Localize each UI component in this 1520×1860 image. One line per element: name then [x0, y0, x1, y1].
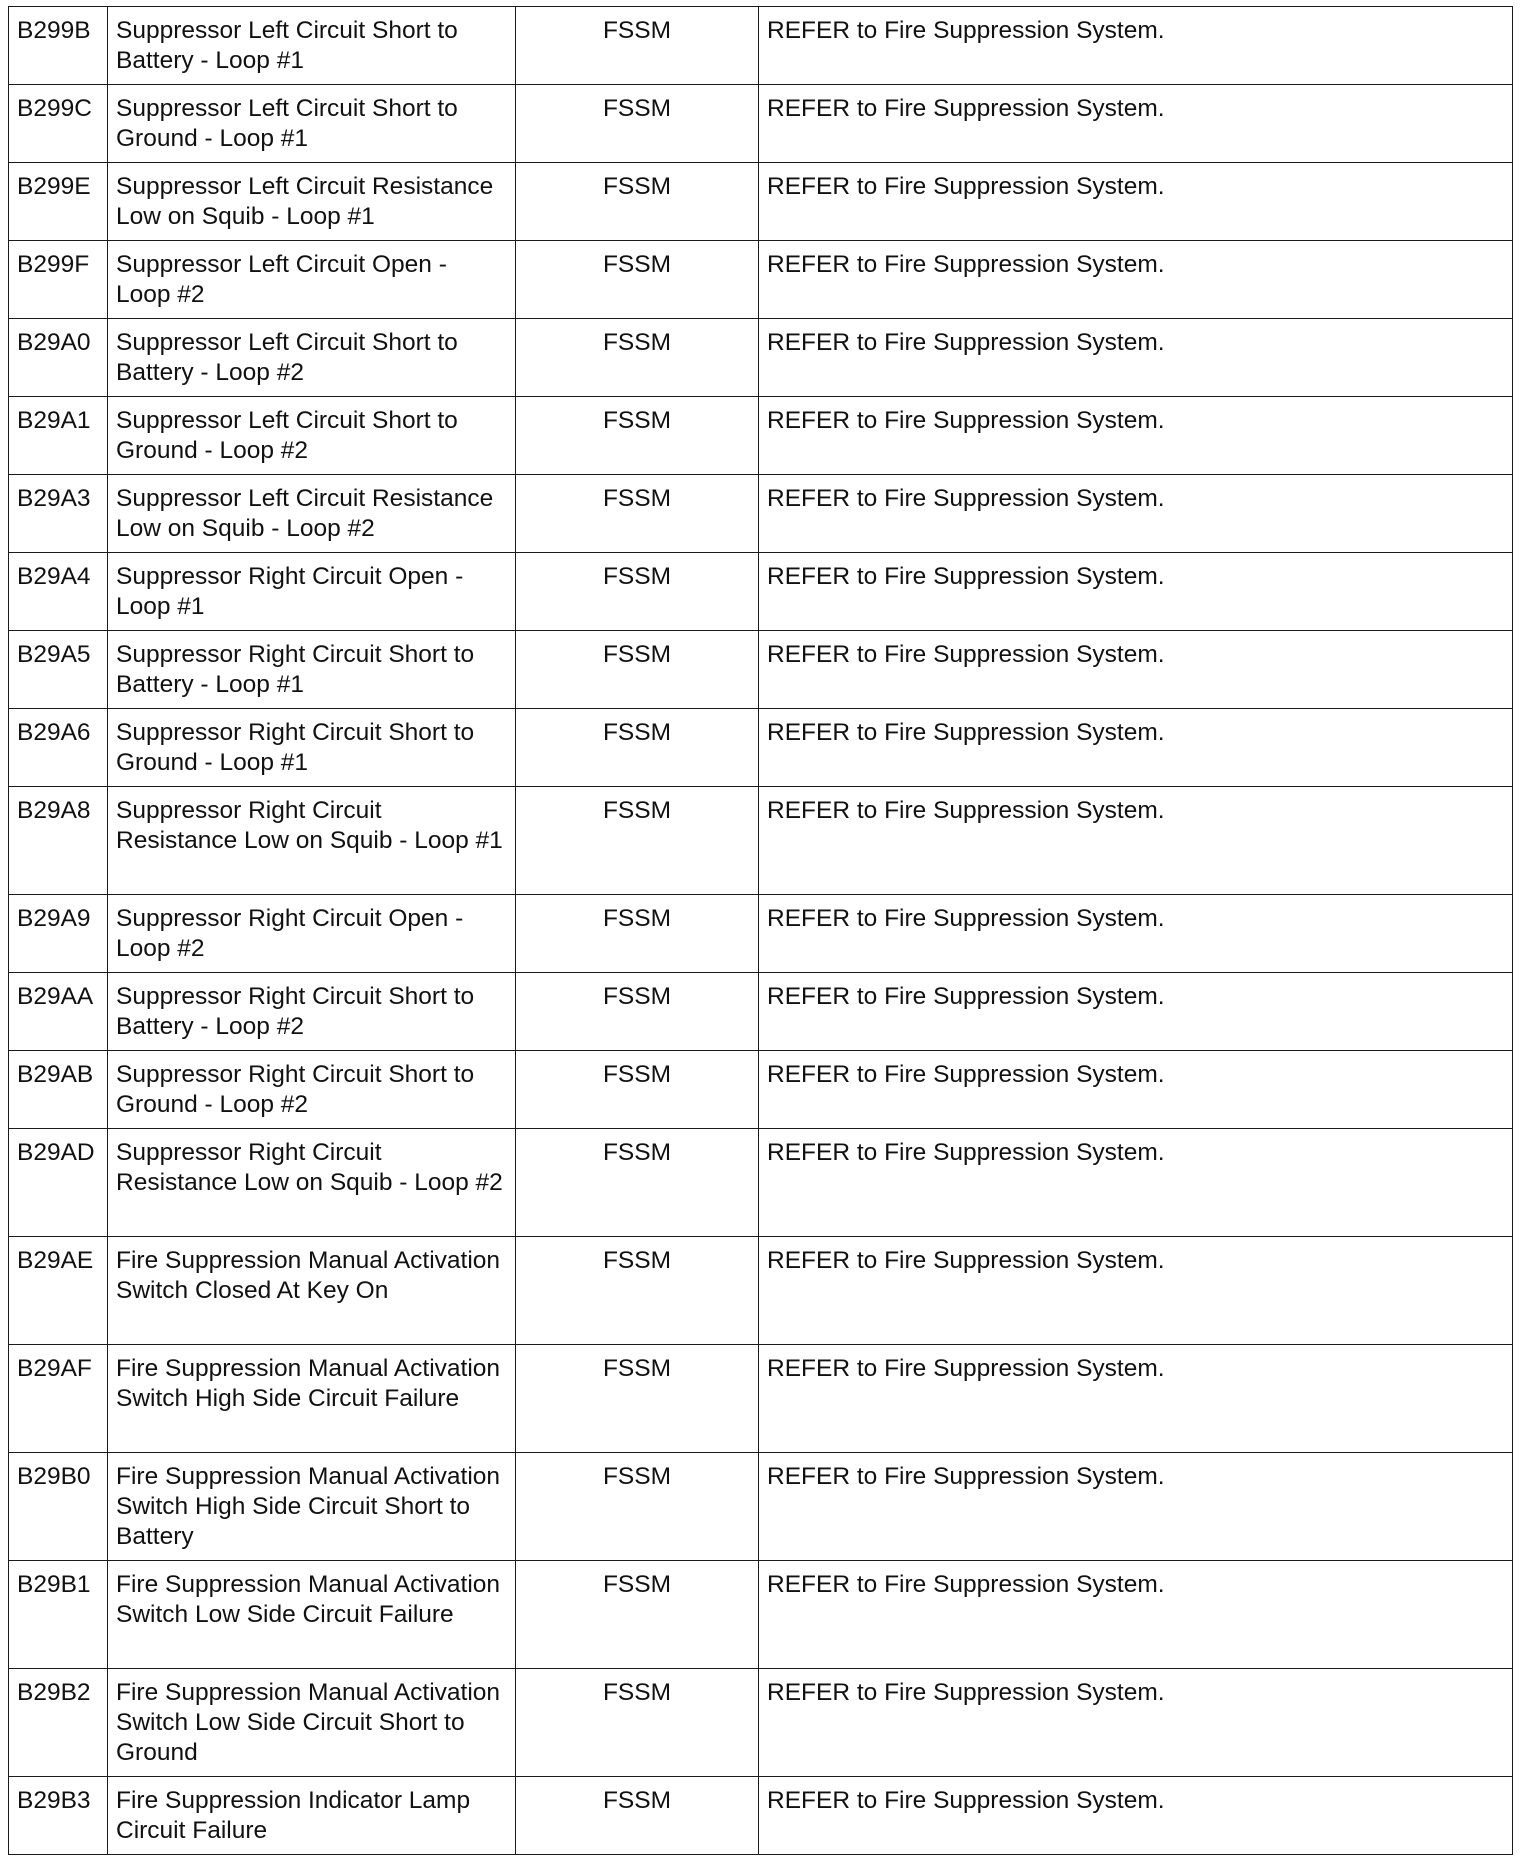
table-row	[9, 895, 1513, 973]
dtc-code: B29A1	[9, 397, 108, 475]
dtc-description: Suppressor Right Circuit Short to Ground - Loop #2	[108, 1051, 516, 1129]
dtc-description: Suppressor Left Circuit Open - Loop #2	[108, 241, 516, 319]
dtc-description: Suppressor Left Circuit Short to Battery - Loop #2	[108, 319, 516, 397]
dtc-module: FSSM	[516, 1237, 759, 1345]
dtc-description: Suppressor Left Circuit Short to Ground - Loop #1	[108, 85, 516, 163]
dtc-code: B29AA	[9, 973, 108, 1051]
dtc-code: B29A6	[9, 709, 108, 787]
dtc-module: FSSM	[516, 85, 759, 163]
dtc-module: FSSM	[516, 787, 759, 895]
dtc-module: FSSM	[516, 397, 759, 475]
dtc-action: REFER to Fire Suppression System.	[759, 787, 1513, 895]
dtc-code: B29A9	[9, 895, 108, 973]
dtc-action: REFER to Fire Suppression System.	[759, 241, 1513, 319]
dtc-module: FSSM	[516, 1345, 759, 1453]
dtc-action: REFER to Fire Suppression System.	[759, 1669, 1513, 1777]
table-row	[9, 475, 1513, 553]
dtc-action: REFER to Fire Suppression System.	[759, 631, 1513, 709]
table-row	[9, 553, 1513, 631]
table-row	[9, 973, 1513, 1051]
dtc-module: FSSM	[516, 973, 759, 1051]
dtc-action: REFER to Fire Suppression System.	[759, 319, 1513, 397]
dtc-code: B29A4	[9, 553, 108, 631]
dtc-action: REFER to Fire Suppression System.	[759, 85, 1513, 163]
table-row	[9, 1237, 1513, 1345]
dtc-description: Suppressor Right Circuit Resistance Low on Squib - Loop #2	[108, 1129, 516, 1237]
dtc-description: Fire Suppression Manual Activation Switch Low Side Circuit Short to Ground	[108, 1669, 516, 1777]
dtc-module: FSSM	[516, 1561, 759, 1669]
table-row	[9, 7, 1513, 85]
dtc-description: Fire Suppression Manual Activation Switch Low Side Circuit Failure	[108, 1561, 516, 1669]
dtc-code: B299F	[9, 241, 108, 319]
table-row	[9, 241, 1513, 319]
dtc-description: Suppressor Right Circuit Resistance Low on Squib - Loop #1	[108, 787, 516, 895]
dtc-module: FSSM	[516, 319, 759, 397]
dtc-code: B29AB	[9, 1051, 108, 1129]
dtc-description: Suppressor Left Circuit Resistance Low on Squib - Loop #2	[108, 475, 516, 553]
dtc-description: Suppressor Left Circuit Short to Ground - Loop #2	[108, 397, 516, 475]
dtc-module: FSSM	[516, 1453, 759, 1561]
dtc-action: REFER to Fire Suppression System.	[759, 1453, 1513, 1561]
dtc-action: REFER to Fire Suppression System.	[759, 1561, 1513, 1669]
table-row	[9, 319, 1513, 397]
dtc-code: B29A3	[9, 475, 108, 553]
dtc-module: FSSM	[516, 1129, 759, 1237]
dtc-module: FSSM	[516, 475, 759, 553]
dtc-module: FSSM	[516, 1669, 759, 1777]
table-row	[9, 1051, 1513, 1129]
dtc-description: Suppressor Right Circuit Short to Battery - Loop #1	[108, 631, 516, 709]
table-row	[9, 1129, 1513, 1237]
table-row	[9, 397, 1513, 475]
table-row	[9, 1453, 1513, 1561]
dtc-module: FSSM	[516, 241, 759, 319]
dtc-action: REFER to Fire Suppression System.	[759, 895, 1513, 973]
dtc-action: REFER to Fire Suppression System.	[759, 709, 1513, 787]
dtc-module: FSSM	[516, 709, 759, 787]
dtc-table	[8, 6, 1513, 1855]
dtc-code: B299C	[9, 85, 108, 163]
dtc-description: Suppressor Right Circuit Short to Ground - Loop #1	[108, 709, 516, 787]
dtc-description: Suppressor Right Circuit Open - Loop #1	[108, 553, 516, 631]
table-row	[9, 787, 1513, 895]
table-row	[9, 85, 1513, 163]
dtc-action: REFER to Fire Suppression System.	[759, 973, 1513, 1051]
dtc-module: FSSM	[516, 631, 759, 709]
dtc-action: REFER to Fire Suppression System.	[759, 475, 1513, 553]
dtc-action: REFER to Fire Suppression System.	[759, 1051, 1513, 1129]
dtc-description: Fire Suppression Manual Activation Switch High Side Circuit Failure	[108, 1345, 516, 1453]
dtc-code: B29AD	[9, 1129, 108, 1237]
dtc-module: FSSM	[516, 1051, 759, 1129]
dtc-code: B299E	[9, 163, 108, 241]
table-row	[9, 1345, 1513, 1453]
dtc-code: B29AF	[9, 1345, 108, 1453]
dtc-action: REFER to Fire Suppression System.	[759, 1237, 1513, 1345]
dtc-action: REFER to Fire Suppression System.	[759, 1129, 1513, 1237]
dtc-module: FSSM	[516, 895, 759, 973]
dtc-code: B29B0	[9, 1453, 108, 1561]
dtc-description: Suppressor Left Circuit Short to Battery - Loop #1	[108, 7, 516, 85]
dtc-action: REFER to Fire Suppression System.	[759, 1777, 1513, 1855]
dtc-description: Fire Suppression Indicator Lamp Circuit Failure	[108, 1777, 516, 1855]
dtc-description: Fire Suppression Manual Activation Switch Closed At Key On	[108, 1237, 516, 1345]
dtc-code: B29B3	[9, 1777, 108, 1855]
dtc-code: B29B1	[9, 1561, 108, 1669]
dtc-module: FSSM	[516, 7, 759, 85]
table-row	[9, 163, 1513, 241]
dtc-code: B29B2	[9, 1669, 108, 1777]
dtc-module: FSSM	[516, 1777, 759, 1855]
dtc-description: Suppressor Right Circuit Open - Loop #2	[108, 895, 516, 973]
dtc-code: B29A0	[9, 319, 108, 397]
dtc-action: REFER to Fire Suppression System.	[759, 397, 1513, 475]
dtc-action: REFER to Fire Suppression System.	[759, 553, 1513, 631]
dtc-code: B29A5	[9, 631, 108, 709]
table-row	[9, 1561, 1513, 1669]
table-row	[9, 631, 1513, 709]
dtc-code: B299B	[9, 7, 108, 85]
dtc-action: REFER to Fire Suppression System.	[759, 163, 1513, 241]
dtc-description: Fire Suppression Manual Activation Switch High Side Circuit Short to Battery	[108, 1453, 516, 1561]
dtc-code: B29A8	[9, 787, 108, 895]
dtc-action: REFER to Fire Suppression System.	[759, 7, 1513, 85]
table-row	[9, 709, 1513, 787]
dtc-description: Suppressor Left Circuit Resistance Low on Squib - Loop #1	[108, 163, 516, 241]
dtc-code: B29AE	[9, 1237, 108, 1345]
dtc-module: FSSM	[516, 163, 759, 241]
table-row	[9, 1777, 1513, 1855]
dtc-module: FSSM	[516, 553, 759, 631]
dtc-description: Suppressor Right Circuit Short to Battery - Loop #2	[108, 973, 516, 1051]
dtc-action: REFER to Fire Suppression System.	[759, 1345, 1513, 1453]
table-row	[9, 1669, 1513, 1777]
